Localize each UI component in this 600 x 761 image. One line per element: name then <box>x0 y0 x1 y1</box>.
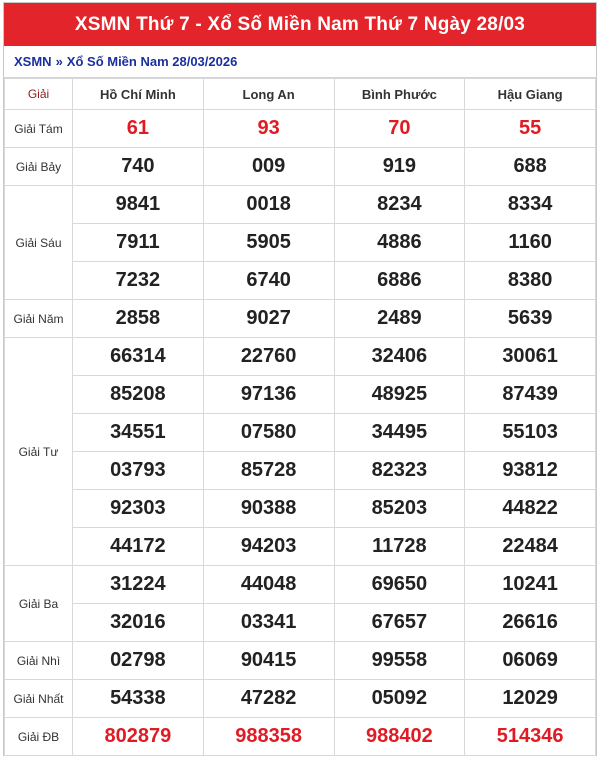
table-row <box>5 718 596 756</box>
result-number: 31224 <box>73 566 204 604</box>
result-number: 688 <box>465 148 596 186</box>
result-number: 8334 <box>465 186 596 224</box>
result-number: 2489 <box>334 300 465 338</box>
result-number: 67657 <box>334 604 465 642</box>
result-number: 12029 <box>465 680 596 718</box>
result-number: 85203 <box>334 490 465 528</box>
result-number: 54338 <box>73 680 204 718</box>
prize-label: Giải Tư <box>5 338 73 566</box>
table-row <box>5 262 596 300</box>
page-title <box>4 3 596 46</box>
result-number: 02798 <box>73 642 204 680</box>
result-number: 009 <box>203 148 334 186</box>
result-number: 10241 <box>465 566 596 604</box>
result-number: 55103 <box>465 414 596 452</box>
result-number: 6886 <box>334 262 465 300</box>
result-number: 6740 <box>203 262 334 300</box>
table-row <box>5 186 596 224</box>
results-panel <box>3 2 597 756</box>
result-number: 2858 <box>73 300 204 338</box>
result-number: 44048 <box>203 566 334 604</box>
prize-label: Giải Tám <box>5 110 73 148</box>
result-number: 802879 <box>73 718 204 756</box>
results-body <box>5 110 596 756</box>
result-number: 34551 <box>73 414 204 452</box>
table-row <box>5 490 596 528</box>
result-number: 0018 <box>203 186 334 224</box>
prize-label: Giải Ba <box>5 566 73 642</box>
table-row <box>5 300 596 338</box>
result-number: 90388 <box>203 490 334 528</box>
result-number: 26616 <box>465 604 596 642</box>
result-number: 06069 <box>465 642 596 680</box>
table-row <box>5 414 596 452</box>
result-number: 919 <box>334 148 465 186</box>
table-row <box>5 680 596 718</box>
table-row <box>5 604 596 642</box>
table-row <box>5 376 596 414</box>
prize-label: Giải Nhất <box>5 680 73 718</box>
result-number: 55 <box>465 110 596 148</box>
result-number: 90415 <box>203 642 334 680</box>
table-header-row <box>5 79 596 110</box>
result-number: 85208 <box>73 376 204 414</box>
result-number: 9841 <box>73 186 204 224</box>
result-number: 7232 <box>73 262 204 300</box>
table-row <box>5 642 596 680</box>
result-number: 32406 <box>334 338 465 376</box>
prize-label: Giải Nhì <box>5 642 73 680</box>
breadcrumb-home-link[interactable]: XSMN <box>14 54 52 69</box>
result-number: 30061 <box>465 338 596 376</box>
result-number: 97136 <box>203 376 334 414</box>
prize-label: Giải Năm <box>5 300 73 338</box>
result-number: 07580 <box>203 414 334 452</box>
result-number: 22760 <box>203 338 334 376</box>
table-row <box>5 528 596 566</box>
table-row <box>5 452 596 490</box>
result-number: 1160 <box>465 224 596 262</box>
result-number: 93812 <box>465 452 596 490</box>
province-header[interactable]: Long An <box>203 79 334 110</box>
result-number: 47282 <box>203 680 334 718</box>
result-number: 03341 <box>203 604 334 642</box>
result-number: 66314 <box>73 338 204 376</box>
table-row <box>5 338 596 376</box>
result-number: 32016 <box>73 604 204 642</box>
breadcrumb-separator: » <box>55 54 63 69</box>
result-number: 7911 <box>73 224 204 262</box>
result-number: 99558 <box>334 642 465 680</box>
result-number: 87439 <box>465 376 596 414</box>
result-number: 69650 <box>334 566 465 604</box>
prize-label: Giải ĐB <box>5 718 73 756</box>
table-row <box>5 148 596 186</box>
result-number: 9027 <box>203 300 334 338</box>
result-number: 22484 <box>465 528 596 566</box>
result-number: 8234 <box>334 186 465 224</box>
result-number: 5639 <box>465 300 596 338</box>
result-number: 740 <box>73 148 204 186</box>
prize-label: Giải Sáu <box>5 186 73 300</box>
result-number: 988358 <box>203 718 334 756</box>
result-number: 5905 <box>203 224 334 262</box>
province-header[interactable]: Bình Phước <box>334 79 465 110</box>
result-number: 44822 <box>465 490 596 528</box>
breadcrumb-current-link[interactable]: Xổ Số Miền Nam 28/03/2026 <box>66 54 238 69</box>
prize-column-header: Giải <box>5 79 73 110</box>
result-number: 11728 <box>334 528 465 566</box>
province-header[interactable]: Hậu Giang <box>465 79 596 110</box>
result-number: 93 <box>203 110 334 148</box>
result-number: 03793 <box>73 452 204 490</box>
result-number: 8380 <box>465 262 596 300</box>
result-number: 05092 <box>334 680 465 718</box>
result-number: 85728 <box>203 452 334 490</box>
prize-label: Giải Bảy <box>5 148 73 186</box>
result-number: 61 <box>73 110 204 148</box>
table-row <box>5 224 596 262</box>
table-row <box>5 566 596 604</box>
breadcrumb <box>4 46 596 78</box>
result-number: 988402 <box>334 718 465 756</box>
result-number: 70 <box>334 110 465 148</box>
table-row <box>5 110 596 148</box>
page-title-text: XSMN Thứ 7 - Xổ Số Miền Nam Thứ 7 Ngày 28/03 <box>74 13 526 35</box>
result-number: 514346 <box>465 718 596 756</box>
result-number: 94203 <box>203 528 334 566</box>
result-number: 48925 <box>334 376 465 414</box>
result-number: 34495 <box>334 414 465 452</box>
province-header[interactable]: Hồ Chí Minh <box>73 79 204 110</box>
results-table <box>4 78 596 756</box>
result-number: 82323 <box>334 452 465 490</box>
result-number: 4886 <box>334 224 465 262</box>
result-number: 44172 <box>73 528 204 566</box>
result-number: 92303 <box>73 490 204 528</box>
